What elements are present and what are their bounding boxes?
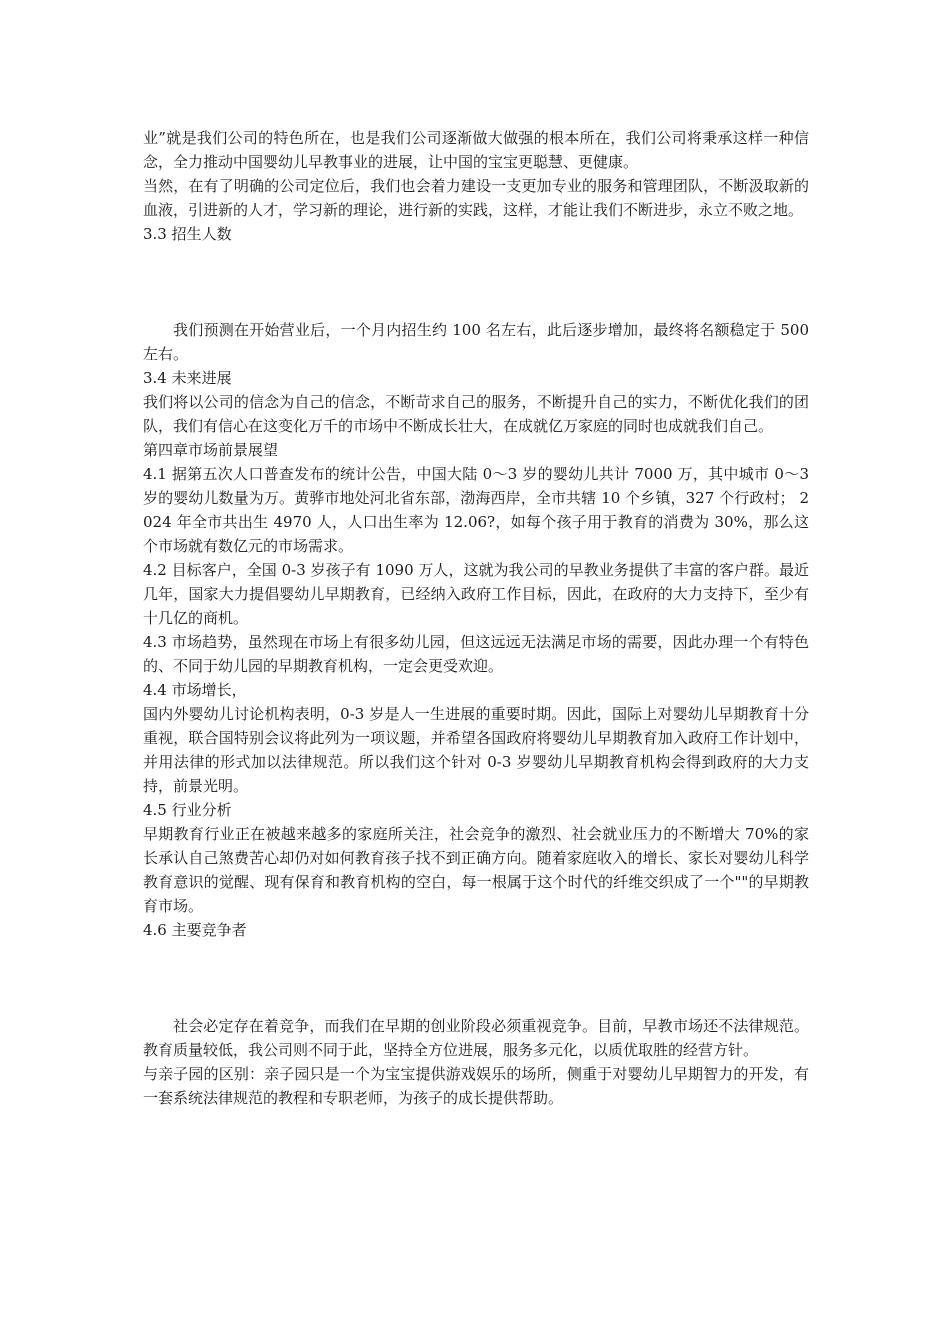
heading-3-4-future: 3.4 未来进展 (143, 369, 232, 387)
paragraph-4-2-target-customers: 4.2 目标客户，全国 0-3 岁孩子有 1090 万人，这就为我公司的早教业务提供了丰富的客户群。最近几年，国家大力提倡婴幼儿早期教育，已经纳入政府工作目标，因此，在政府的大力支持下，至少有十几亿的商机。 (143, 561, 809, 627)
paragraph-4-3-market-trend: 4.3 市场趋势，虽然现在市场上有很多幼儿园，但这远远无法满足市场的需要，因此办理一个有特色的、不同于幼儿园的早期教育机构，一定会更受欢迎。 (143, 633, 809, 675)
paragraph-4-5-industry-analysis: 早期教育行业正在被越来越多的家庭所关注，社会竞争的激烈、社会就业压力的不断增大 70%的家长承认自己煞费苦心却仍对如何教育孩子找不到正确方向。随着家庭收入的增长、家长对婴幼儿科学教育意识的觉醒、现有保育和教育机构的空白，每一根属于这个时代的纤维交织成了一个""的早期教育市场。 (143, 825, 809, 915)
heading-4-4-market-growth: 4.4 市场增长， (143, 681, 247, 699)
blank-space (143, 246, 809, 318)
paragraph-team-building: 当然，在有了明确的公司定位后，我们也会着力建设一支更加专业的服务和管理团队，不断汲取新的血液，引进新的人才，学习新的理论，进行新的实践，这样，才能让我们不断进步，永立不败之地。 (143, 177, 809, 219)
paragraph-future-development: 我们将以公司的信念为自己的信念，不断苛求自己的服务，不断提升自己的实力，不断优化我们的团队，我们有信心在这变化万千的市场中不断成长壮大，在成就亿万家庭的同时也成就我们自己。 (143, 393, 809, 435)
paragraph-enrollment-forecast: 我们预测在开始营业后，一个月内招生约 100 名左右，此后逐步增加，最终将名额稳定于 500 左右。 (143, 321, 809, 363)
paragraph-company-belief: 业”就是我们公司的特色所在，也是我们公司逐渐做大做强的根本所在，我们公司将秉承这样一种信念，全力推动中国婴幼儿早教事业的进展，让中国的宝宝更聪慧、更健康。 (143, 129, 809, 171)
heading-3-3-enrollment: 3.3 招生人数 (143, 225, 232, 243)
document-page (143, 126, 809, 1110)
heading-4-5-industry-analysis: 4.5 行业分析 (143, 801, 232, 819)
paragraph-competition: 社会必定存在着竞争，而我们在早期的创业阶段必须重视竞争。目前，早教市场还不法律规范。教育质量较低，我公司则不同于此，坚持全方位进展，服务多元化，以质优取胜的经营方针。 (143, 1017, 809, 1059)
paragraph-4-4-market-growth: 国内外婴幼儿讨论机构表明，0-3 岁是人一生进展的重要时期。因此，国际上对婴幼儿早期教育十分重视，联合国特别会议将此列为一项议题，并希望各国政府将婴幼儿早期教育加入政府工作计划中，并用法律的形式加以法律规范。所以我们这个针对 0-3 岁婴幼儿早期教育机构会得到政府的大力支持，前景光明。 (143, 705, 809, 795)
paragraph-4-1-census: 4.1 据第五次人口普查发布的统计公告，中国大陆 0～3 岁的婴幼儿共计 7000 万，其中城市 0～3 岁的婴幼儿数量为万。黄骅市地处河北省东部，渤海西岸，全市共辖 10 个乡镇，327 个行政村； 2024 年全市共出生 4970 人，人口出生率为 12.06?，如每个孩子用于教育的消费为 30%，那么这个市场就有数亿元的市场需求。 (143, 465, 809, 555)
paragraph-parent-child-park: 与亲子园的区别：亲子园只是一个为宝宝提供游戏娱乐的场所，侧重于对婴幼儿早期智力的开发，有一套系统法律规范的教程和专职老师，为孩子的成长提供帮助。 (143, 1065, 809, 1107)
heading-4-6-competitors: 4.6 主要竞争者 (143, 921, 247, 939)
heading-chapter-4: 第四章市场前景展望 (143, 441, 279, 459)
blank-space (143, 942, 809, 1014)
